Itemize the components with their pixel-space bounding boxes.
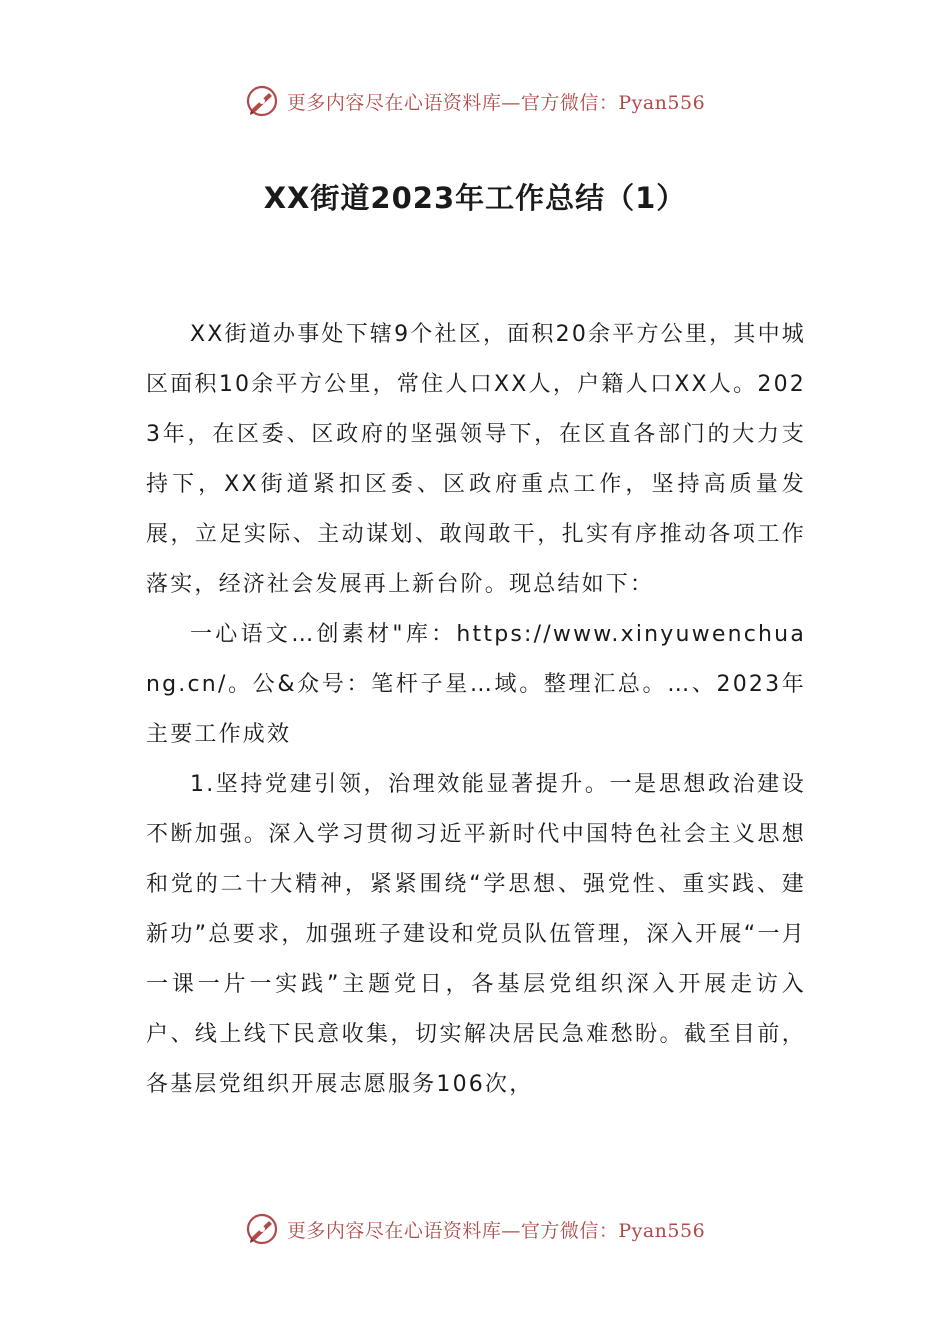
paragraph-source-note: 一心语文…创素材"库：https://www.xinyuwenchuang.cn/。公&众号：笔杆子星…域。整理汇总。…、2023年主要工作成效 (146, 622, 806, 747)
header-watermark-text: 更多内容尽在心语资料库—官方微信：Pyan556 (286, 91, 706, 114)
document-body (146, 310, 806, 1110)
paragraph-intro: XX街道办事处下辖9个社区，面积20余平方公里，其中城区面积10余平方公里，常住人口XX人，户籍人口XX人。2023年，在区委、区政府的坚强领导下，在区直各部门的大力支持下，XX街道紧扣区委、区政府重点工作，坚持高质量发展，立足实际、主动谋划、敢闯敢干，扎实有序推动各项工作落实，经济社会发展再上新台阶。现总结如下： (146, 322, 806, 597)
header-watermark (0, 84, 950, 118)
footer-watermark-text: 更多内容尽在心语资料库—官方微信：Pyan556 (286, 1219, 706, 1242)
footer-watermark (0, 1212, 950, 1246)
paragraph-section-1: 1.坚持党建引领，治理效能显著提升。一是思想政治建设不断加强。深入学习贯彻习近平新时代中国特色社会主义思想和党的二十大精神，紧紧围绕“学思想、强党性、重实践、建新功”总要求，加强班子建设和党员队伍管理，深入开展“一月一课一片一实践”主题党日，各基层党组织深入开展走访入户、线上线下民意收集，切实解决居民急难愁盼。截至目前，各基层党组织开展志愿服务106次， (146, 772, 806, 1097)
pen-circle-logo-icon (245, 84, 279, 118)
document-title: XX街道2023年工作总结（1） (263, 181, 687, 215)
pen-circle-logo-icon (245, 1212, 279, 1246)
